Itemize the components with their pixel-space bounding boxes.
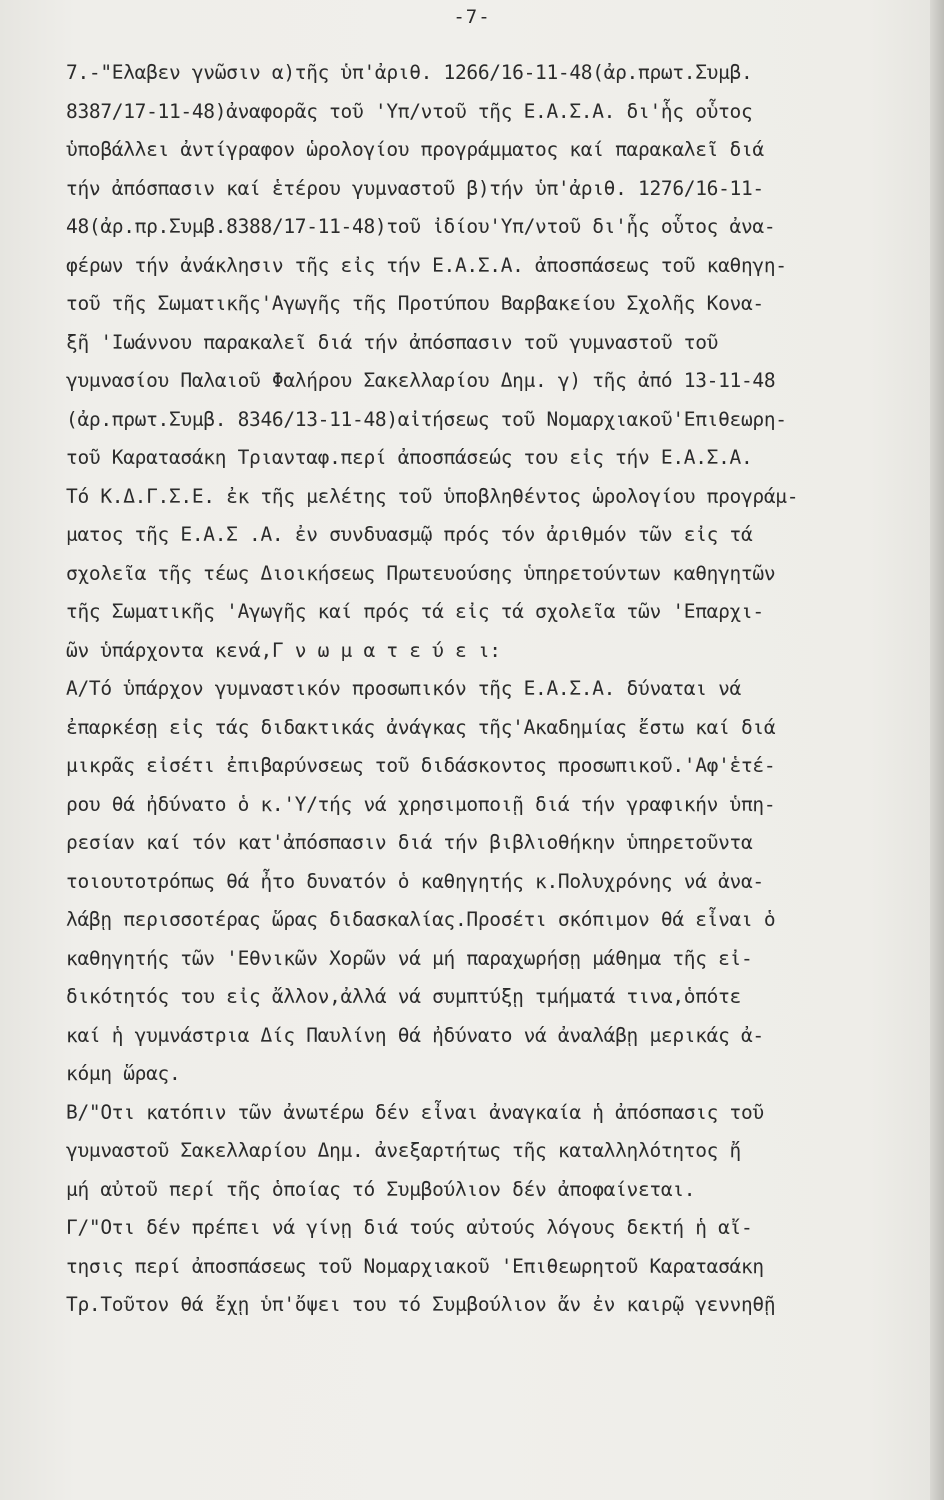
text-line: (ἀρ.πρωτ.Συμβ. 8346/13-11-48)αἰτήσεως τοῦ Νομαρχιακοῦ'Επιθεωρη- (66, 407, 787, 431)
text-line: τοῦ τῆς Σωματικῆς'Αγωγῆς τῆς Προτύπου Βαρβακείου Σχολῆς Κονα- (66, 292, 764, 315)
text-line: τησις περί ἀποσπάσεως τοῦ Νομαρχιακοῦ 'Επιθεωρητοῦ Καρατασάκη (66, 1254, 764, 1278)
text-line: 7.-"Ελαβεν γνῶσιν α)τῆς ὑπ'ἀριθ. 1266/16-11-48(ἀρ.πρωτ.Συμβ. (66, 61, 753, 84)
text-line: γυμνασίου Παλαιοῦ Φαλήρου Σακελλαρίου Δημ. γ) τῆς ἀπό 13-11-48 (66, 369, 776, 392)
text-line: λάβῃ περισσοτέρας ὥρας διδασκαλίας.Προσέτι σκόπιμον θά εἶναι ὁ (66, 908, 776, 931)
text-line: μή αὐτοῦ περί τῆς ὁποίας τό Συμβούλιον δέν ἀποφαίνεται. (66, 1177, 696, 1201)
text-line: τήν ἀπόσπασιν καί ἑτέρου γυμναστοῦ β)τήν ὑπ'ἀριθ. 1276/16-11- (66, 176, 764, 200)
page-edge-shadow (930, 0, 944, 1500)
text-line: Τρ.Τοῦτον θά ἔχῃ ὑπ'ὄψει του τό Συμβούλιον ἄν ἐν καιρῷ γεννηθῇ (66, 1293, 776, 1316)
page-number: -7- (453, 6, 491, 28)
text-line: ρεσίαν καί τόν κατ'ἀπόσπασιν διά τήν βιβλιοθήκην ὑπηρετοῦντα (66, 831, 753, 854)
text-line: Τό Κ.Δ.Γ.Σ.Ε. ἐκ τῆς μελέτης τοῦ ὑποβληθέντος ὡρολογίου προγράμ- (66, 484, 799, 508)
text-line: 48(ἀρ.πρ.Συμβ.8388/17-11-48)τοῦ ἰδίου'Υπ/ντοῦ δι'ἧς οὗτος ἀνα- (66, 215, 776, 238)
text-line: τοιουτοτρόπως θά ἦτο δυνατόν ὁ καθηγητής κ.Πολυχρόνης νά ἀνα- (66, 869, 764, 893)
document-body (66, 54, 896, 1325)
text-line: φέρων τήν ἀνάκλησιν τῆς εἰς τήν Ε.Α.Σ.Α. ἀποσπάσεως τοῦ καθηγη- (66, 253, 787, 277)
text-line: τῆς Σωματικῆς 'Αγωγῆς καί πρός τά εἰς τά σχολεῖα τῶν 'Επαρχι- (66, 600, 764, 623)
text-line: μικρᾶς εἰσέτι ἐπιβαρύνσεως τοῦ διδάσκοντος προσωπικοῦ.'Αφ'ἑτέ- (66, 754, 776, 777)
text-line: ξῆ 'Ιωάννου παρακαλεῖ διά τήν ἀπόσπασιν τοῦ γυμναστοῦ τοῦ (66, 330, 719, 354)
text-line: ματος τῆς Ε.Α.Σ .Α. ἐν συνδυασμῷ πρός τόν ἀριθμόν τῶν εἰς τά (66, 523, 753, 546)
text-line: 8387/17-11-48)ἀναφορᾶς τοῦ 'Υπ/ντοῦ τῆς Ε.Α.Σ.Α. δι'ἧς οὗτος (66, 99, 753, 123)
text-line: ρου θά ἠδύνατο ὁ κ.'Υ/τής νά χρησιμοποιῇ διά τήν γραφικήν ὑπη- (66, 792, 776, 816)
text-line: Γ/"Οτι δέν πρέπει νά γίνῃ διά τούς αὐτούς λόγους δεκτή ἡ αἴ- (66, 1216, 753, 1239)
text-line: καί ἡ γυμνάστρια Δίς Παυλίνη θά ἠδύνατο νά ἀναλάβῃ μερικάς ἀ- (66, 1023, 764, 1047)
text-line: κόμη ὥρας. (66, 1062, 181, 1085)
text-line: Β/"Οτι κατόπιν τῶν ἀνωτέρω δέν εἶναι ἀναγκαία ἡ ἀπόσπασις τοῦ (66, 1100, 764, 1124)
text-line: ὑποβάλλει ἀντίγραφον ὡρολογίου προγράμματος καί παρακαλεῖ διά (66, 138, 764, 161)
text-line: γυμναστοῦ Σακελλαρίου Δημ. ἀνεξαρτήτως τῆς καταλληλότητος ἤ (66, 1139, 741, 1162)
text-line: σχολεῖα τῆς τέως Διοικήσεως Πρωτευούσης ὑπηρετούντων καθηγητῶν (66, 561, 776, 585)
text-line: ῶν ὑπάρχοντα κενά,Γ ν ω μ α τ ε ύ ε ι: (66, 638, 501, 662)
text-line: τοῦ Καρατασάκη Τριανταφ.περί ἀποσπάσεώς του εἰς τήν Ε.Α.Σ.Α. (66, 446, 753, 469)
text-line: ἐπαρκέσῃ εἰς τάς διδακτικάς ἀνάγκας τῆς'Ακαδημίας ἔστω καί διά (66, 715, 776, 739)
text-line: Α/Τό ὑπάρχον γυμναστικόν προσωπικόν τῆς Ε.Α.Σ.Α. δύναται νά (66, 677, 741, 700)
text-line: δικότητός του εἰς ἄλλον,ἀλλά νά συμπτύξῃ τμήματά τινα,ὁπότε (66, 985, 741, 1008)
text-line: καθηγητής τῶν 'Εθνικῶν Χορῶν νά μή παραχωρήσῃ μάθημα τῆς εἰ- (66, 946, 753, 970)
